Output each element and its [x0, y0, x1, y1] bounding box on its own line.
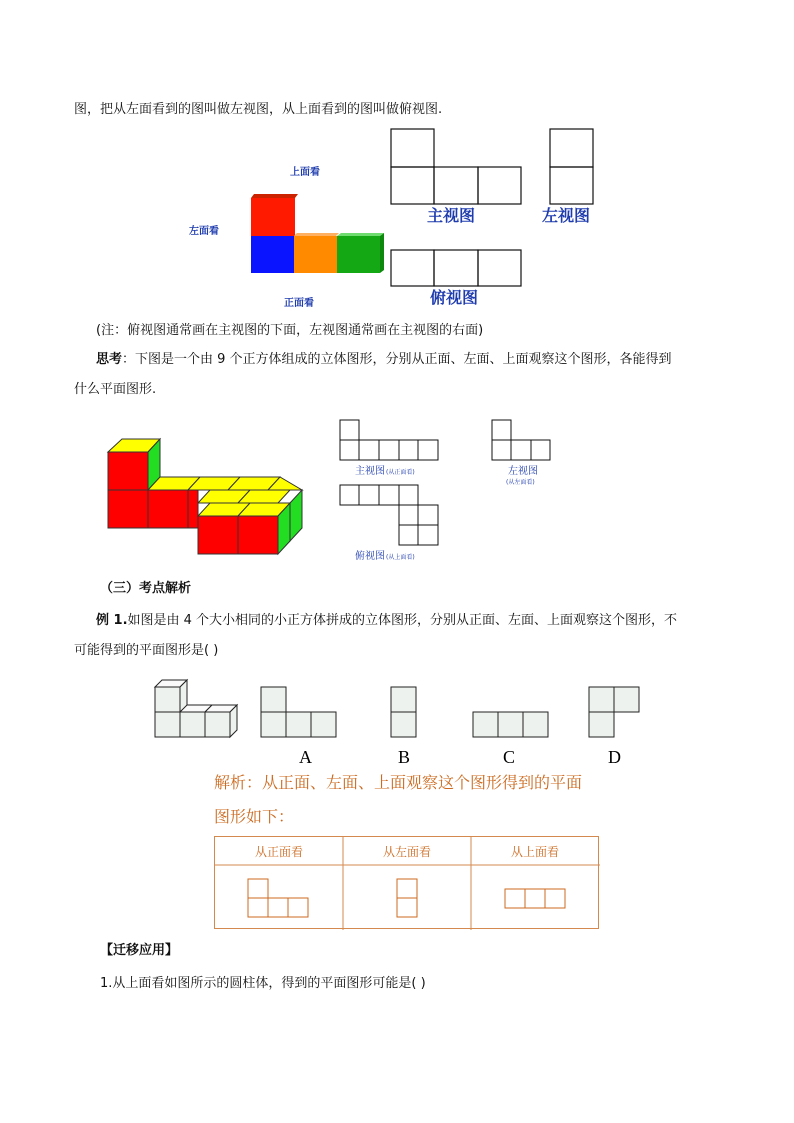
small-top-view-label: 俯视图(从上面看): [355, 551, 415, 562]
main-view-label: 主视图: [427, 206, 476, 225]
think-line2: 什么平面图形.: [74, 382, 157, 397]
section-title: （三）考点解析: [100, 581, 192, 596]
top-view-label: 俯视图: [430, 288, 479, 307]
small-left-view-label: 左视图: [508, 466, 538, 477]
analysis-col-front: 从正面看: [254, 845, 304, 859]
analysis-front-view: [248, 879, 308, 917]
analysis-line1: 解析：从正面、左面、上面观察这个图形得到的平面: [214, 773, 583, 792]
analysis-table: [214, 836, 599, 929]
small-left-view-note: (从左面看): [506, 479, 535, 486]
think-text: ：下图是一个由 9 个正方体组成的立体图形，分别从正面、左面、上面观察这个图形，各能得到: [122, 352, 672, 367]
option-a-label: A: [299, 747, 312, 767]
left-view-direction-label: 左面看: [189, 226, 219, 237]
example1-line2: 可能得到的平面图形是( ): [74, 643, 219, 658]
analysis-col-left: 从左面看: [382, 845, 432, 859]
analysis-line2: 图形如下：: [214, 807, 295, 826]
note-text: (注：俯视图通常画在主视图的下面，左视图通常画在主视图的右面): [96, 323, 484, 338]
example1-label: 例 1.: [96, 613, 128, 628]
analysis-table-grid: [215, 837, 600, 930]
think-label: 思考: [96, 352, 123, 367]
example1-solid: [155, 680, 237, 737]
option-c-figure: [473, 712, 548, 737]
option-b-label: B: [398, 747, 411, 767]
option-d-label: D: [608, 747, 621, 767]
option-b-figure: [391, 687, 416, 737]
option-c-label: C: [503, 747, 516, 767]
analysis-left-view: [397, 879, 417, 917]
intro-line: 图，把从左面看到的图叫做左视图，从上面看到的图叫做俯视图.: [74, 102, 443, 117]
option-a-figure: [261, 687, 336, 737]
small-main-view-label: 主视图(从正面看): [355, 466, 415, 477]
analysis-col-top: 从上面看: [510, 845, 560, 859]
transfer-question-1: 1.从上面看如图所示的圆柱体，得到的平面图形可能是( ): [100, 976, 426, 991]
left-view-label: 左视图: [542, 206, 591, 225]
option-d-figure: [589, 687, 639, 737]
example1-text: 如图是由 4 个大小相同的小正方体拼成的立体图形，分别从正面、左面、上面观察这个图形，不: [127, 613, 678, 628]
top-view-direction-label: 上面看: [290, 167, 320, 178]
analysis-top-view: [505, 889, 565, 908]
transfer-title: 【迁移应用】: [100, 943, 179, 958]
front-view-direction-label: 正面看: [284, 298, 314, 309]
